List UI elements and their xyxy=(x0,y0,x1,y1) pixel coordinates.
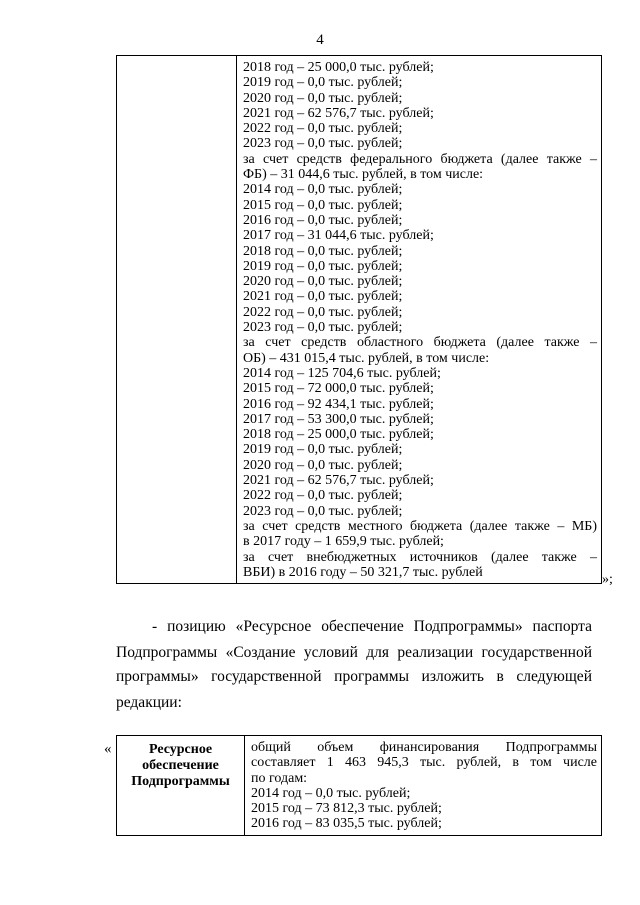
text-line: 2019 год – 0,0 тыс. рублей; xyxy=(243,258,403,274)
text-line: ВБИ) в 2016 году – 50 321,7 тыс. рублей xyxy=(243,564,483,580)
text-line: 2019 год – 0,0 тыс. рублей; xyxy=(243,75,403,91)
resource-table-continued xyxy=(116,55,602,584)
text-line: 2021 год – 62 576,7 тыс. рублей; xyxy=(243,105,434,121)
text-line: 2019 год – 0,0 тыс. рублей; xyxy=(243,442,403,458)
text-line: за счет средств федерального бюджета (далее также – xyxy=(243,151,597,167)
text-line: ФБ) – 31 044,6 тыс. рублей, в том числе: xyxy=(243,167,484,183)
paragraph-line: программы» государственной программы изложить в следующей xyxy=(116,668,592,685)
text-line: по годам: xyxy=(251,770,308,786)
opening-quote: « xyxy=(104,741,112,757)
table-label-cell xyxy=(117,56,237,584)
text-line: 2016 год – 0,0 тыс. рублей; xyxy=(243,212,403,228)
text-line: 2018 год – 0,0 тыс. рублей; xyxy=(243,243,403,259)
text-line: 2018 год – 25 000,0 тыс. рублей; xyxy=(243,60,434,75)
text-line: 2015 год – 73 812,3 тыс. рублей; xyxy=(251,801,442,817)
text-line: 2014 год – 0,0 тыс. рублей; xyxy=(243,182,403,198)
text-line: 2015 год – 0,0 тыс. рублей; xyxy=(243,197,403,213)
text-line: 2020 год – 0,0 тыс. рублей; xyxy=(243,274,403,290)
text-line: 2023 год – 0,0 тыс. рублей; xyxy=(243,503,403,519)
resource-table-new xyxy=(116,735,602,836)
resource-content xyxy=(245,736,602,836)
text-line: в 2017 году – 1 659,9 тыс. рублей; xyxy=(243,534,444,550)
text-line: за счет средств местного бюджета (далее также – МБ) xyxy=(243,518,597,534)
table-content-cell xyxy=(237,56,602,584)
text-line: 2016 год – 92 434,1 тыс. рублей; xyxy=(243,396,434,412)
text-line: 2014 год – 0,0 тыс. рублей; xyxy=(251,785,411,801)
text-line: 2014 год – 125 704,6 тыс. рублей; xyxy=(243,365,441,381)
text-line: за счет внебюджетных источников (далее также – xyxy=(243,549,597,565)
text-line: общий объем финансирования Подпрограммы xyxy=(251,740,597,755)
paragraph-line: Подпрограммы «Создание условий для реализации государственной xyxy=(116,644,592,661)
text-line: 2023 год – 0,0 тыс. рублей; xyxy=(243,320,403,336)
paragraph-line: - позицию «Ресурсное обеспечение Подпрограммы» паспорта xyxy=(152,618,592,635)
paragraph-line: редакции: xyxy=(116,694,182,711)
closing-quote: »; xyxy=(602,572,613,587)
text-line: 2016 год – 83 035,5 тыс. рублей; xyxy=(251,816,442,832)
text-line: 2021 год – 62 576,7 тыс. рублей; xyxy=(243,473,434,489)
page-number: 4 xyxy=(316,32,324,48)
text-line: 2015 год – 72 000,0 тыс. рублей; xyxy=(243,381,434,397)
text-line: 2020 год – 0,0 тыс. рублей; xyxy=(243,457,403,473)
text-line: ОБ) – 431 015,4 тыс. рублей, в том числе: xyxy=(243,350,490,366)
text-line: 2022 год – 0,0 тыс. рублей; xyxy=(243,304,403,320)
text-line: составляет 1 463 945,3 тыс. рублей, в том числе xyxy=(251,755,597,771)
text-line: за счет средств областного бюджета (далее также – xyxy=(243,335,597,351)
text-line: 2022 год – 0,0 тыс. рублей; xyxy=(243,121,403,137)
text-line: 2018 год – 25 000,0 тыс. рублей; xyxy=(243,427,434,443)
text-line: 2020 год – 0,0 тыс. рублей; xyxy=(243,90,403,106)
resource-label: Ресурсное обеспечение Подпрограммы xyxy=(117,736,245,836)
text-line: 2023 год – 0,0 тыс. рублей; xyxy=(243,136,403,152)
text-line: 2017 год – 53 300,0 тыс. рублей; xyxy=(243,411,434,427)
text-line: 2017 год – 31 044,6 тыс. рублей; xyxy=(243,228,434,244)
text-line: 2021 год – 0,0 тыс. рублей; xyxy=(243,289,403,305)
text-line: 2022 год – 0,0 тыс. рублей; xyxy=(243,488,403,504)
